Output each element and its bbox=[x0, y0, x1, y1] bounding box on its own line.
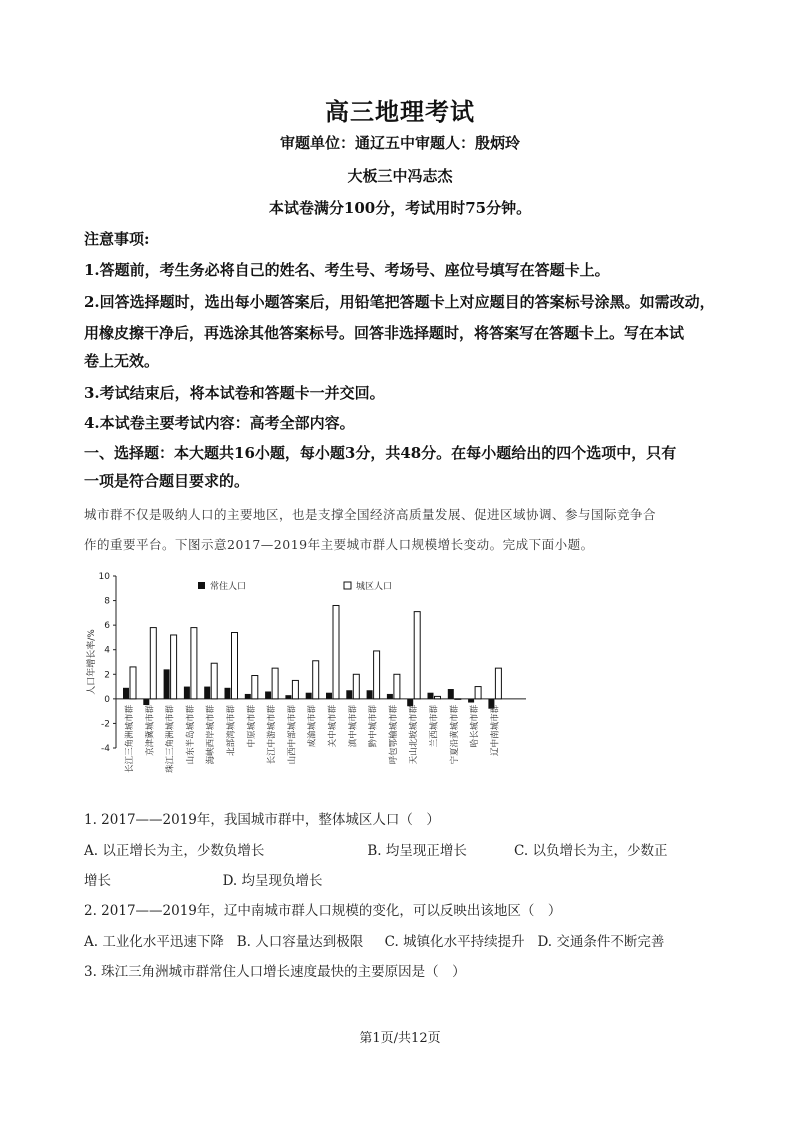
reviewer-line-2: 大板三中冯志杰 bbox=[347, 167, 453, 185]
bar-resident bbox=[326, 693, 332, 699]
y-tick-label: 0 bbox=[104, 694, 110, 705]
x-tick-label: 辽中南城市群 bbox=[490, 704, 501, 756]
question-2-options: A. 工业化水平迅速下降 B. 人口容量达到极限 C. 城镇化水平持续提升 D. 交通条件不断完善 bbox=[84, 934, 665, 950]
bar-resident bbox=[184, 687, 190, 699]
bar-urban bbox=[414, 612, 420, 699]
bar-resident bbox=[428, 693, 434, 699]
x-tick-label: 宁夏沿黄城市群 bbox=[449, 704, 460, 765]
bar-urban bbox=[232, 633, 238, 699]
bar-resident bbox=[306, 693, 312, 699]
question-1-options-cont: 增长 D. 均呈现负增长 bbox=[84, 873, 323, 889]
y-tick-label: 8 bbox=[104, 596, 110, 607]
bar-resident bbox=[245, 694, 251, 699]
bar-urban bbox=[171, 635, 177, 699]
x-tick-label: 成渝城市群 bbox=[307, 704, 318, 748]
legend-swatch-resident bbox=[198, 582, 205, 589]
population-growth-chart bbox=[86, 566, 536, 798]
bar-urban bbox=[333, 605, 339, 698]
intro-text: 作的重要平台。下图示意2017—2019年主要城市群人口规模增长变动。完成下面小题。 bbox=[84, 537, 594, 552]
x-tick-label: 珠江三角洲城市群 bbox=[165, 704, 176, 773]
note-item: 用橡皮擦干净后，再选涂其他答案标号。回答非选择题时，将答案写在答题卡上。写在本试 bbox=[84, 324, 685, 342]
bar-urban bbox=[394, 674, 400, 699]
question-3-stem: 3. 珠江三角洲城市群常住人口增长速度最快的主要原因是（ ） bbox=[84, 964, 466, 980]
x-tick-label: 滇中城市群 bbox=[348, 704, 359, 748]
bar-resident bbox=[164, 669, 170, 698]
y-tick-label: 4 bbox=[104, 645, 110, 656]
bar-urban bbox=[150, 628, 156, 699]
bar-urban bbox=[292, 680, 298, 698]
bar-resident bbox=[285, 695, 291, 699]
bar-urban bbox=[191, 628, 197, 699]
legend-label-urban: 城区人口 bbox=[356, 582, 393, 592]
x-tick-label: 长江中游城市群 bbox=[267, 704, 278, 765]
x-tick-label: 京津冀城市群 bbox=[145, 704, 156, 756]
bar-urban bbox=[252, 676, 258, 699]
legend-label-resident: 常住人口 bbox=[210, 582, 247, 592]
note-item: 2.回答选择题时，选出每小题答案后，用铅笔把答题卡上对应题目的答案标号涂黑。如需改动， bbox=[84, 293, 715, 311]
bar-resident bbox=[225, 688, 231, 699]
note-item: 1.答题前，考生务必将自己的姓名、考生号、考场号、座位号填写在答题卡上。 bbox=[84, 261, 610, 279]
bar-urban bbox=[211, 663, 217, 699]
y-tick-label: 2 bbox=[104, 670, 110, 681]
bar-urban bbox=[130, 667, 136, 699]
x-tick-label: 山西中部城市群 bbox=[287, 704, 298, 765]
intro-text: 城市群不仅是吸纳人口的主要地区，也是支撑全国经济高质量发展、促进区域协调、参与国际竞争合 bbox=[84, 507, 657, 522]
bar-urban bbox=[272, 668, 278, 699]
x-tick-label: 山东半岛城市群 bbox=[185, 704, 196, 765]
x-tick-label: 关中城市群 bbox=[328, 704, 338, 748]
section-heading-cont: 一项是符合题目要求的。 bbox=[84, 472, 250, 490]
section-heading: 一、选择题：本大题共16小题，每小题3分，共48分。在每小题给出的四个选项中，只有 bbox=[84, 444, 677, 462]
notes-heading: 注意事项: bbox=[84, 230, 150, 248]
x-tick-label: 天山北坡城市群 bbox=[409, 704, 420, 765]
note-item: 卷上无效。 bbox=[84, 352, 160, 370]
page-footer: 第1页/共12页 bbox=[359, 1031, 441, 1046]
bar-urban bbox=[475, 687, 481, 699]
question-1-options: A. 以正增长为主，少数负增长 B. 均呈现正增长 C. 以负增长为主，少数正 bbox=[84, 843, 668, 859]
bar-resident bbox=[367, 690, 373, 699]
bar-resident bbox=[123, 688, 129, 699]
bar-resident bbox=[346, 690, 352, 699]
bar-resident bbox=[468, 699, 474, 703]
x-tick-label: 兰西城市群 bbox=[429, 704, 440, 748]
x-tick-label: 中原城市群 bbox=[246, 704, 257, 748]
page-title: 高三地理考试 bbox=[325, 97, 475, 126]
exam-info: 本试卷满分100分，考试用时75分钟。 bbox=[268, 199, 532, 217]
legend-swatch-urban bbox=[344, 582, 351, 589]
bar-urban bbox=[313, 661, 319, 699]
bar-resident bbox=[204, 687, 210, 699]
y-tick-label: -2 bbox=[101, 719, 110, 730]
bar-resident bbox=[265, 691, 271, 698]
bar-urban bbox=[353, 674, 359, 699]
y-tick-label: 10 bbox=[98, 572, 110, 582]
question-1-stem: 1. 2017——2019年，我国城市群中，整体城区人口（ ） bbox=[84, 812, 440, 828]
y-tick-label: -4 bbox=[101, 744, 110, 754]
question-2-stem: 2. 2017——2019年，辽中南城市群人口规模的变化，可以反映出该地区（ ） bbox=[84, 903, 562, 919]
x-tick-label: 北部湾城市群 bbox=[226, 704, 237, 756]
x-tick-label: 呼包鄂榆城市群 bbox=[388, 704, 399, 765]
bar-urban bbox=[374, 651, 380, 699]
reviewer-line: 审题单位：通辽五中审题人：殷炳玲 bbox=[279, 134, 520, 152]
bar-urban bbox=[455, 699, 461, 700]
bar-urban bbox=[435, 696, 441, 698]
y-axis-label: 人口年增长率/% bbox=[87, 629, 97, 695]
note-item: 4.本试卷主要考试内容：高考全部内容。 bbox=[84, 414, 355, 432]
x-tick-label: 长江三角洲城市群 bbox=[125, 704, 135, 773]
y-tick-label: 6 bbox=[104, 621, 110, 632]
note-item: 3.考试结束后，将本试卷和答题卡一并交回。 bbox=[84, 384, 385, 402]
x-tick-label: 哈长城市群 bbox=[470, 704, 481, 748]
bar-urban bbox=[495, 668, 501, 699]
x-tick-label: 黔中城市群 bbox=[368, 704, 379, 748]
x-tick-label: 海峡西岸城市群 bbox=[206, 704, 217, 765]
bar-resident bbox=[143, 699, 149, 705]
bar-resident bbox=[387, 694, 393, 699]
bar-resident bbox=[448, 689, 454, 699]
